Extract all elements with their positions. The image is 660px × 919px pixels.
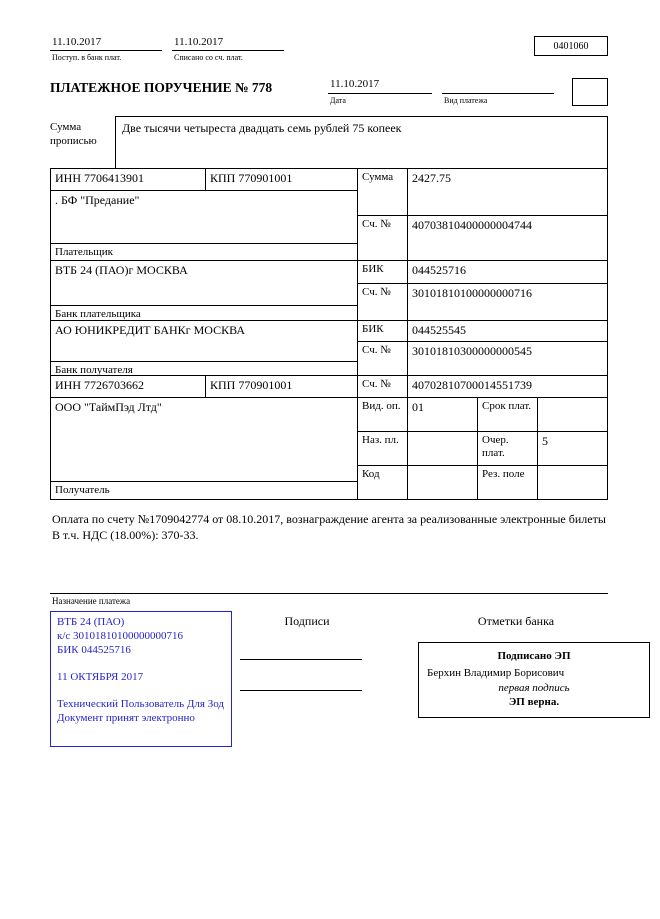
form-code-box: 0401060 <box>534 36 608 56</box>
payee-bank-name-cell: АО ЮНИКРЕДИТ БАНКг МОСКВА <box>51 321 357 362</box>
payer-name-cell: . БФ "Предание" <box>51 191 357 244</box>
reserve-field-value-cell <box>538 466 607 499</box>
payer-account-label-cell: Сч. № <box>358 216 408 260</box>
payment-term-label-cell: Срок плат. <box>478 398 538 431</box>
date-received-caption: Поступ. в банк плат. <box>52 53 122 62</box>
payee-account-value-cell: 40702810700014551739 <box>412 378 532 392</box>
esign-signer-name: Берхин Владимир Борисович <box>427 667 565 680</box>
stamp-user: Технический Пользователь Для Зод <box>57 697 225 710</box>
priority-label-cell: Очер. плат. <box>478 432 538 465</box>
purpose-code-value-cell <box>408 432 478 465</box>
date-debited-caption: Списано со сч. плат. <box>174 53 243 62</box>
status-box <box>572 78 608 106</box>
document-date-value: 11.10.2017 <box>328 78 432 94</box>
amount-label-cell: Сумма <box>358 169 408 215</box>
date-debited-block <box>172 36 284 62</box>
payee-inn-cell: ИНН 7726703662 <box>51 376 206 397</box>
bank-marks-area <box>382 611 650 747</box>
amount-words-value: Две тысячи четыреста двадцать семь рублей 75 копеек <box>115 116 608 168</box>
purpose-text: Оплата по счету №1709042774 от 08.10.2017, вознаграждение агента за реализованные электронные билеты В т.ч. НДС (18.00%): 370-33. <box>52 512 606 542</box>
stamp-corr-account: к/с 30101810100000000716 <box>57 629 184 642</box>
code-value-cell <box>408 466 478 499</box>
payee-section <box>51 376 607 499</box>
signature-line-1 <box>240 659 362 660</box>
payer-bank-section <box>51 261 607 321</box>
purpose-code-label-cell: Наз. пл. <box>358 432 408 465</box>
payer-caption: Плательщик <box>55 246 113 258</box>
reserve-field-label-cell: Рез. поле <box>478 466 538 499</box>
top-dates-row <box>50 36 608 62</box>
payer-section <box>51 169 607 261</box>
purpose-box <box>50 500 608 594</box>
priority-value-cell: 5 <box>542 434 548 448</box>
payee-name-cell: ООО "ТаймПэд Лтд" <box>51 398 357 482</box>
bank-stamp <box>50 611 232 747</box>
signatures-title: Подписи <box>284 614 330 628</box>
payer-bank-caption: Банк плательщика <box>55 308 141 320</box>
code-label-cell: Код <box>358 466 408 499</box>
document-title: ПЛАТЕЖНОЕ ПОРУЧЕНИЕ № 778 <box>50 80 273 95</box>
payee-account-label-cell: Сч. № <box>358 376 408 397</box>
payment-type-caption: Вид платежа <box>444 96 488 105</box>
payee-bank-bik-value-cell: 044525545 <box>412 323 466 337</box>
op-type-value-cell: 01 <box>408 398 478 431</box>
payee-caption: Получатель <box>55 484 110 496</box>
date-received-block <box>50 36 162 62</box>
document-date-caption: Дата <box>330 96 346 105</box>
footer <box>50 611 650 747</box>
payer-account-value-cell: 40703810400000004744 <box>412 218 532 232</box>
payee-bank-bik-label-cell: БИК <box>358 321 408 341</box>
requisites-table <box>50 168 608 500</box>
payee-bank-caption: Банк получателя <box>55 364 133 375</box>
stamp-bik: БИК 044525716 <box>57 643 131 656</box>
stamp-bank-name: ВТБ 24 (ПАО) <box>57 616 125 628</box>
amount-value-cell: 2427.75 <box>412 171 451 185</box>
payer-bank-name-cell: ВТБ 24 (ПАО)г МОСКВА <box>51 261 357 306</box>
payment-order-content <box>50 36 608 747</box>
purpose-caption: Назначение платежа <box>52 596 131 606</box>
payer-bank-account-value-cell: 30101810100000000716 <box>412 286 532 300</box>
payer-inn-cell: ИНН 7706413901 <box>51 169 206 190</box>
payer-bank-bik-value-cell: 044525716 <box>412 263 466 277</box>
payer-bank-account-label-cell: Сч. № <box>358 284 408 320</box>
bank-marks-title: Отметки банка <box>477 614 555 628</box>
amount-words-label: Сумма прописью <box>50 121 97 147</box>
signature-line-2 <box>240 690 362 691</box>
op-type-label-cell: Вид. оп. <box>358 398 408 431</box>
payment-type-field <box>442 78 554 105</box>
title-row <box>50 78 608 106</box>
payee-bank-account-label-cell: Сч. № <box>358 342 408 375</box>
stamp-note: Документ принят электронно <box>57 711 195 724</box>
signatures-area <box>232 611 382 747</box>
stamp-date: 11 ОКТЯБРЯ 2017 <box>57 670 144 683</box>
payer-kpp-cell: КПП 770901001 <box>210 171 293 185</box>
payee-kpp-cell: КПП 770901001 <box>210 378 293 392</box>
esign-role: первая подпись <box>498 681 570 694</box>
payee-bank-section <box>51 321 607 376</box>
amount-words-row <box>50 116 608 168</box>
document-date-field <box>328 78 432 105</box>
date-debited-value: 11.10.2017 <box>172 36 284 51</box>
esign-stamp <box>418 642 650 718</box>
payment-type-value <box>442 78 554 94</box>
payment-term-value-cell <box>538 398 607 431</box>
date-received-value: 11.10.2017 <box>50 36 162 51</box>
esign-valid-note: ЭП верна. <box>508 695 560 708</box>
payer-bank-bik-label-cell: БИК <box>358 261 408 283</box>
payee-bank-account-value-cell: 30101810300000000545 <box>412 344 532 358</box>
esign-title: Подписано ЭП <box>497 650 571 662</box>
